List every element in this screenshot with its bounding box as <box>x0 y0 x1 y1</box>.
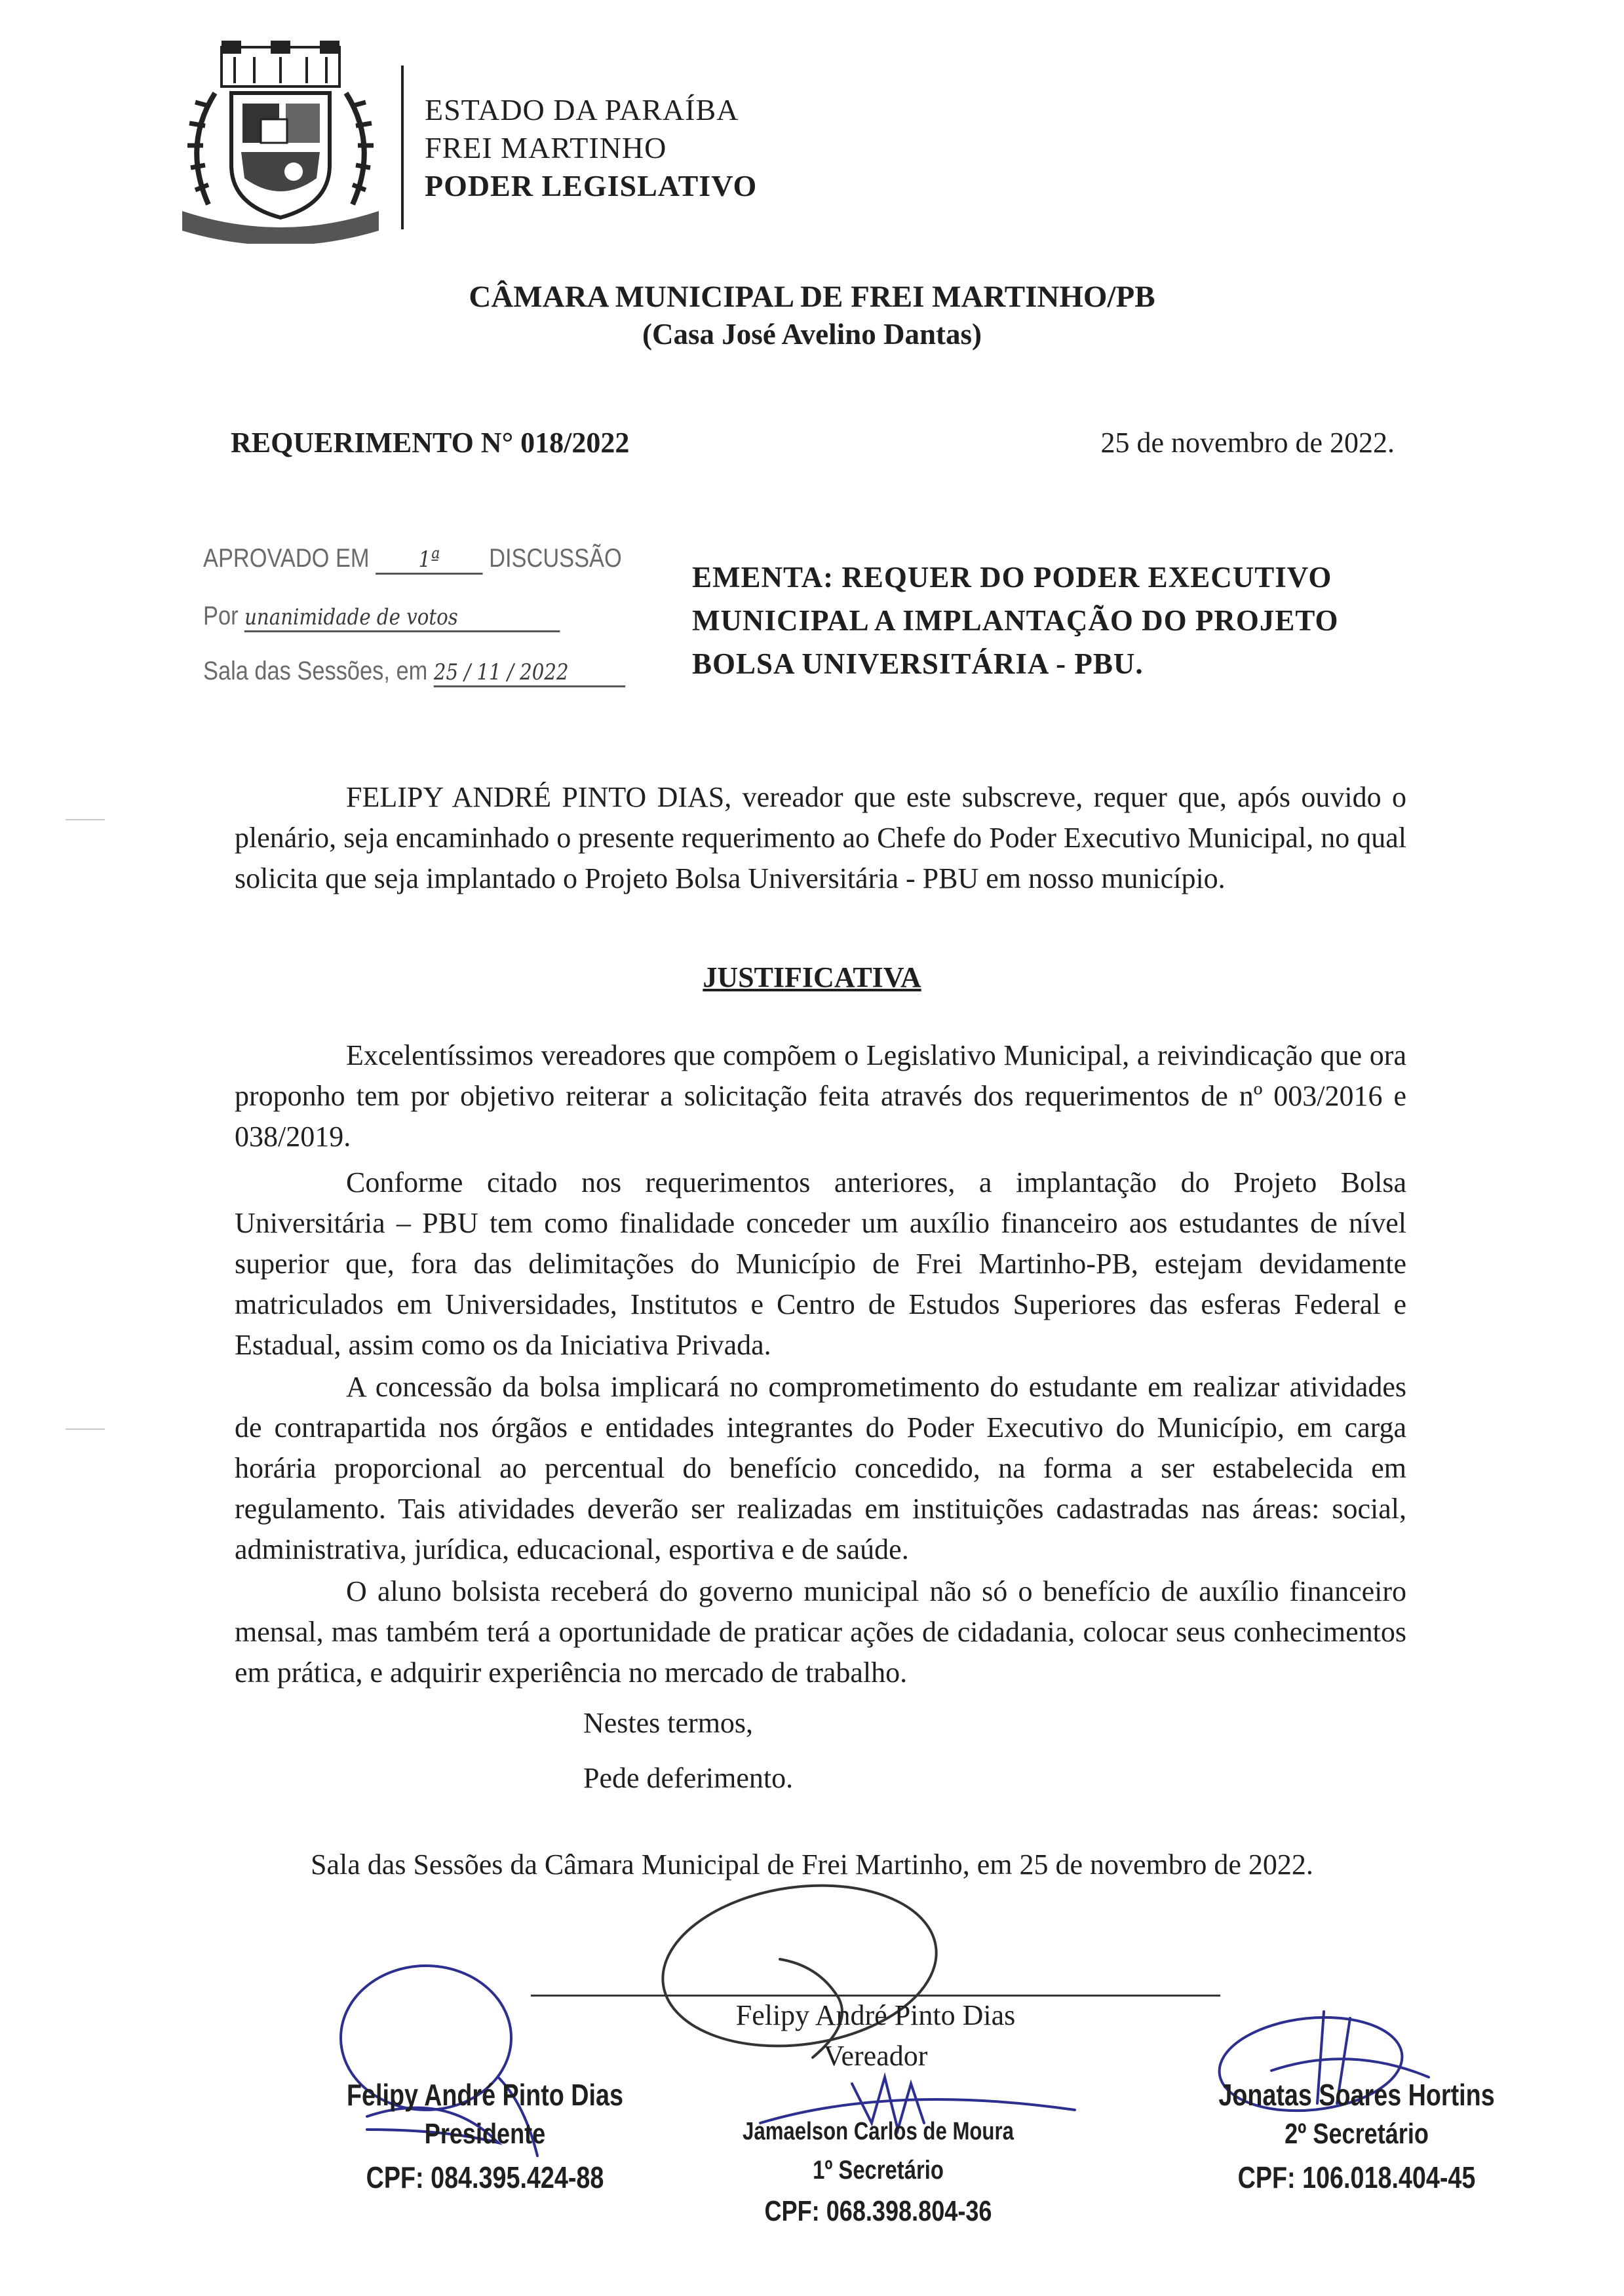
justification-title <box>0 961 1624 994</box>
request-number: REQUERIMENTO N° 018/2022 <box>231 427 630 459</box>
stamp-session-label: Sala das Sessões, em <box>203 657 428 685</box>
header-municipality: FREI MARTINHO <box>425 131 667 164</box>
stamp-discussion-number: 1ª <box>376 546 482 575</box>
approval-stamp-line1 <box>203 544 622 575</box>
first-secretary-name: Jamaelson Carlos de Moura <box>743 2118 1014 2145</box>
closing-place-date: Sala das Sessões da Câmara Municipal de Frei Martinho, em 25 de novembro de 2022. <box>311 1848 1313 1881</box>
second-secretary-role: 2º Secretário <box>1285 2118 1429 2150</box>
scan-edge-mark <box>66 1428 105 1430</box>
author-name: Felipy André Pinto Dias <box>735 1999 1016 2031</box>
approval-stamp-line3 <box>203 657 625 687</box>
president-cpf: CPF: 084.395.424-88 <box>366 2160 604 2194</box>
author-role: Vereador <box>823 2040 928 2072</box>
second-secretary-cpf: CPF: 106.018.404-45 <box>1237 2160 1476 2194</box>
municipal-coat-of-arms-icon <box>169 41 392 244</box>
president-role: Presidente <box>424 2118 546 2150</box>
president-name: Felipy André Pinto Dias <box>347 2078 623 2112</box>
chamber-title: CÂMARA MUNICIPAL DE FREI MARTINHO/PB <box>469 280 1155 314</box>
justification-title-text: JUSTIFICATIVA <box>703 961 921 993</box>
scan-edge-mark <box>66 819 105 820</box>
justification-paragraph-3: A concessão da bolsa implicará no comprometimento do estudante em realizar atividades de contrapartida nos órgãos e entidades integrantes do Poder Executivo do Município, em carga horária proporcional ao percentual do benefício concedido, na forma a ser estabelecida em regulamento. Tais atividades deverão ser realizadas em instituições cadastradas nas áreas: social, administrativa, jurídica, educacional, esportiva e de saúde. <box>235 1371 1406 1565</box>
stamp-approved-label: APROVADO EM <box>203 544 370 573</box>
approval-stamp-line2 <box>203 602 560 632</box>
justification-paragraph-4: O aluno bolsista receberá do governo municipal não só o benefício de auxílio financeiro mensal, mas também terá a oportunidade de praticar ações de cidadania, colocar seus conhecimentos em prática, e adquirir experiência no mercado de trabalho. <box>235 1575 1406 1689</box>
closing-line-2: Pede deferimento. <box>583 1762 794 1794</box>
justification-paragraph-1: Excelentíssimos vereadores que compõem o Legislativo Municipal, a reivindicação que ora proponho tem por objetivo reiterar a solicitação feita através dos requerimentos de nº 003/2016 e 038/2019. <box>235 1039 1406 1153</box>
stamp-discussion-label: DISCUSSÃO <box>489 544 622 573</box>
justification-paragraph-2: Conforme citado nos requerimentos anteriores, a implantação do Projeto Bolsa Universitária – PBU tem como finalidade conceder um auxílio financeiro aos estudantes de nível superior que, fora das delimitações do Município de Frei Martinho-PB, estejam devidamente matriculados em Universidades, Institutos e Centro de Estudos Superiores das esferas Federal e Estadual, assim como os da Iniciativa Privada. <box>235 1166 1406 1361</box>
stamp-vote-result: unanimidade de votos <box>244 604 560 632</box>
ementa: EMENTA: REQUER DO PODER EXECUTIVO MUNICIPAL A IMPLANTAÇÃO DO PROJETO BOLSA UNIVERSITÁRIA - PBU. <box>692 561 1339 680</box>
request-date: 25 de novembro de 2022. <box>1100 427 1395 459</box>
header-branch: PODER LEGISLATIVO <box>425 169 758 202</box>
first-secretary-role: 1º Secretário <box>813 2156 944 2185</box>
stamp-by-label: Por <box>203 602 239 630</box>
chamber-subtitle: (Casa José Avelino Dantas) <box>642 318 982 351</box>
closing-line-1: Nestes termos, <box>583 1707 754 1739</box>
intro-paragraph: FELIPY ANDRÉ PINTO DIAS, vereador que este subscreve, requer que, após ouvido o plenário, seja encaminhado o presente requerimento ao Chefe do Poder Executivo Municipal, no qual solicita que seja implantado o Projeto Bolsa Universitária - PBU em nosso município. <box>235 781 1406 894</box>
header-divider <box>401 66 404 229</box>
second-secretary-name: Jonatas Soares Hortins <box>1218 2078 1495 2112</box>
header-state: ESTADO DA PARAÍBA <box>425 93 739 126</box>
stamp-session-date: 25 / 11 / 2022 <box>434 659 625 687</box>
author-signature-line <box>531 1995 1220 1997</box>
first-secretary-cpf: CPF: 068.398.804-36 <box>764 2195 992 2227</box>
